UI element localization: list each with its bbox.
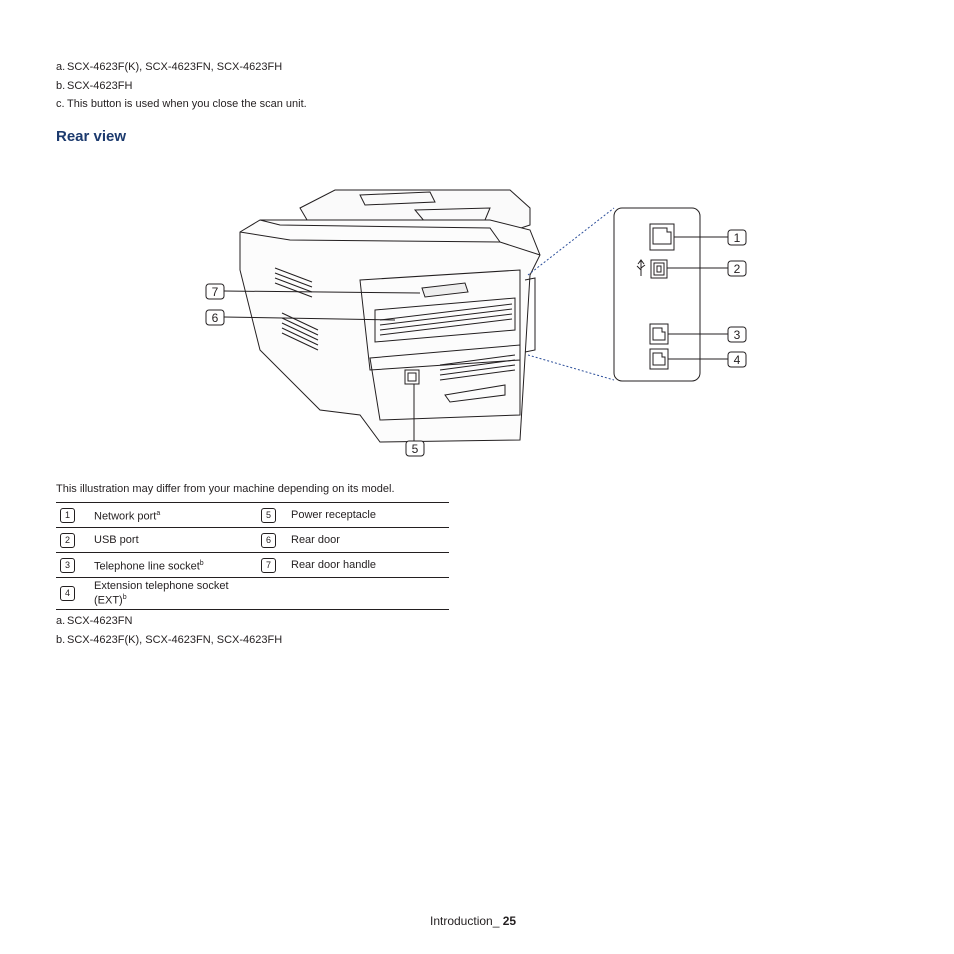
part-label: Power receptacle <box>291 509 376 521</box>
zoom-line-top <box>528 208 614 275</box>
bottom-footnote-b: b. SCX-4623F(K), SCX-4623FN, SCX-4623FH <box>56 634 283 646</box>
section-title: Rear view <box>56 128 127 145</box>
top-footnote-a: a. SCX-4623F(K), SCX-4623FN, SCX-4623FH <box>56 61 283 73</box>
part-label: USB port <box>94 528 257 553</box>
svg-text:1: 1 <box>733 231 741 245</box>
part-label: Extension telephone socket (EXT)$^b$ <box>94 578 257 610</box>
part-label: Telephone line socket$^b$ <box>94 553 257 578</box>
svg-text:4: 4 <box>733 353 741 367</box>
callout-2 <box>728 261 746 276</box>
bottom-footnote-a: a. SCX-4623FN <box>56 615 133 627</box>
callout-3 <box>728 327 746 342</box>
callout-5 <box>406 441 424 456</box>
table-row <box>56 503 449 528</box>
callout-1 <box>728 230 746 245</box>
usb-port <box>651 260 667 278</box>
ext-socket-icon <box>650 349 668 369</box>
table-row <box>56 553 449 578</box>
table-row <box>56 578 449 610</box>
table-row <box>56 528 449 553</box>
usb-icon <box>637 260 645 276</box>
printer-body <box>240 220 540 442</box>
svg-text:5: 5 <box>411 442 419 456</box>
callout-4 <box>728 352 746 367</box>
part-number-badge: 7 <box>261 558 276 573</box>
part-number-badge: 5 <box>261 508 276 523</box>
callout-7 <box>206 284 224 299</box>
part-number-badge: 6 <box>261 533 276 548</box>
phone-socket-icon <box>650 324 668 344</box>
part-number-badge: 1 <box>60 508 75 523</box>
svg-text:2: 2 <box>733 262 741 276</box>
parts-table <box>56 502 449 610</box>
svg-text:7: 7 <box>211 285 219 299</box>
page-footer: Introduction_ 25 <box>430 914 517 928</box>
part-number-badge: 4 <box>60 586 75 601</box>
part-label: Network port$^a$ <box>94 509 161 523</box>
printer-rear-illustration <box>200 180 760 465</box>
top-footnote-c: c. This button is used when you close the scan unit. <box>56 98 307 110</box>
illustration-caption: This illustration may differ from your machine depending on its model. <box>56 483 395 495</box>
svg-text:6: 6 <box>211 311 219 325</box>
part-number-badge: 2 <box>60 533 75 548</box>
part-label: Rear door handle <box>291 553 449 578</box>
power-receptacle <box>405 370 419 384</box>
ethernet-port-icon <box>650 224 674 250</box>
part-number-badge: 3 <box>60 558 75 573</box>
top-footnote-b: b. SCX-4623FH <box>56 80 133 92</box>
callout-6 <box>206 310 224 325</box>
part-label: Rear door <box>291 528 449 553</box>
svg-text:3: 3 <box>733 328 741 342</box>
zoom-line-bottom <box>528 355 614 380</box>
